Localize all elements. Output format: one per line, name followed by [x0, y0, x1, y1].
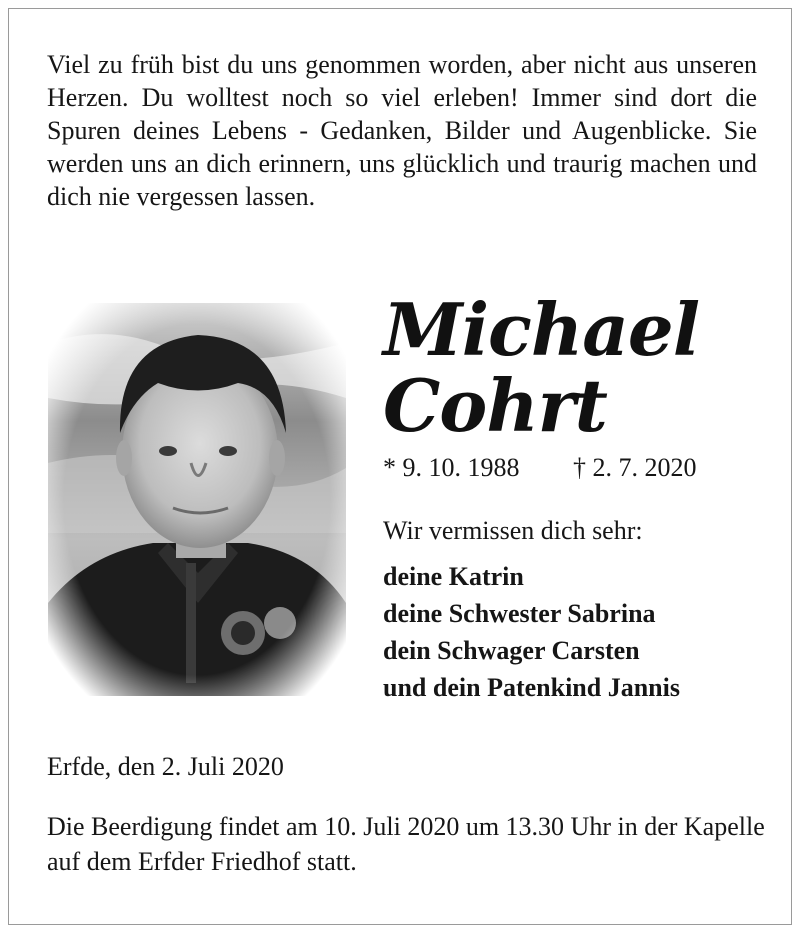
deceased-name — [383, 287, 700, 448]
last-name: Cohrt — [383, 363, 607, 448]
birth-date: * 9. 10. 1988 — [383, 453, 520, 482]
first-name: Michael — [383, 287, 700, 372]
funeral-info: Die Beerdigung findet am 10. Juli 2020 um 13.30 Uhr in der Kapelle auf dem Erfder Friedhof statt. — [47, 812, 765, 876]
intro-text: Viel zu früh bist du uns genommen worden, aber nicht aus unseren Herzen. Du wolltest noch so viel erleben! Immer sind dort die Spuren deines Lebens - Gedanken, Bilder und Augenblicke. Sie werden uns an dich erinnern, uns glücklich und traurig machen und dich nie vergessen lassen. — [47, 50, 757, 211]
mourner-list — [383, 558, 680, 706]
mourner-item: deine Katrin — [383, 562, 524, 591]
place-date: Erfde, den 2. Juli 2020 — [47, 752, 284, 781]
miss-text: Wir vermissen dich sehr: — [383, 516, 643, 545]
mourner-item: dein Schwager Carsten — [383, 636, 640, 665]
mourner-item: und dein Patenkind Jannis — [383, 673, 680, 702]
mourner-item: deine Schwester Sabrina — [383, 599, 656, 628]
portrait-photo — [48, 303, 346, 696]
death-date: † 2. 7. 2020 — [573, 453, 697, 482]
